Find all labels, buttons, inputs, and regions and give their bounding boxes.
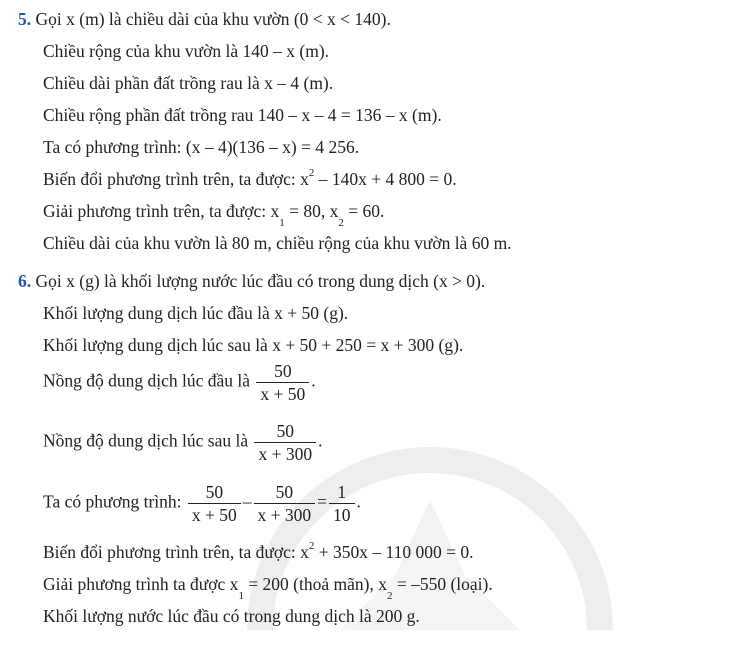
- problem5-solve-prefix: Giải phương trình trên, ta được: x: [43, 201, 280, 221]
- fraction: [256, 360, 309, 405]
- problem6-line-1: Khối lượng dung dịch lúc đầu là x + 50 (g).: [43, 303, 349, 323]
- problem6-transform-prefix: Biến đổi phương trình trên, ta được: x: [43, 542, 309, 562]
- problem6-conc-final: [43, 420, 322, 465]
- problem6-intro-text: Gọi x (g) là khối lượng nước lúc đầu có trong dung dịch (x > 0).: [35, 271, 486, 291]
- fraction: [329, 481, 355, 526]
- problem5-solve: [43, 200, 385, 229]
- problem6-solve-sub2: 2: [386, 589, 393, 602]
- fraction-denominator: x + 50: [260, 384, 306, 404]
- problem5-solve-sub1: 1: [279, 216, 285, 229]
- problem5-number: 5.: [18, 9, 32, 29]
- problem5-transform-prefix: Biến đổi phương trình trên, ta được: x: [43, 169, 309, 189]
- problem6-equation: [43, 481, 361, 526]
- fraction-numerator: 50: [256, 360, 309, 383]
- problem6-transform-exp: 2: [308, 540, 315, 553]
- fraction: [188, 481, 241, 526]
- fraction-numerator: 50: [254, 481, 316, 504]
- problem5-transform-suffix: – 140x + 4 800 = 0.: [314, 169, 457, 189]
- problem5-intro: [18, 8, 391, 30]
- fraction-denominator: x + 300: [257, 505, 312, 525]
- fraction: [254, 420, 316, 465]
- fraction-denominator: 10: [333, 505, 351, 525]
- fraction: [254, 481, 316, 526]
- problem6-solve-sub1: 1: [238, 589, 244, 602]
- problem6-solve-prefix: Giải phương trình ta được x: [43, 574, 239, 594]
- fraction-numerator: 1: [329, 481, 355, 504]
- problem6-intro: [18, 270, 485, 292]
- problem5-transform: [43, 168, 457, 190]
- period: .: [311, 370, 316, 391]
- problem5-line-1: Chiều rộng của khu vườn là 140 – x (m).: [43, 41, 330, 61]
- fraction-numerator: 50: [188, 481, 241, 504]
- minus-sign: –: [242, 491, 252, 512]
- problem6-equation-text: Ta có phương trình:: [43, 491, 182, 512]
- fraction-numerator: 50: [254, 420, 316, 443]
- fraction-denominator: x + 300: [258, 444, 313, 464]
- period: .: [356, 491, 361, 512]
- fraction-denominator: x + 50: [191, 505, 237, 525]
- problem5-solve-sub2: 2: [338, 216, 344, 229]
- problem5-solve-mid: = 80, x: [284, 201, 339, 221]
- problem5-line-4: Ta có phương trình: (x – 4)(136 – x) = 4 256.: [43, 137, 360, 157]
- problem5-line-2: Chiều dài phần đất trồng rau là x – 4 (m).: [43, 73, 334, 93]
- problem6-transform-suffix: + 350x – 110 000 = 0.: [314, 542, 474, 562]
- problem6-conc-final-text: Nồng độ dung dịch lúc sau là: [43, 430, 249, 451]
- problem6-solve-end: = –550 (loại).: [392, 574, 493, 594]
- problem6-number: 6.: [18, 271, 32, 291]
- problem6-conclusion: Khối lượng nước lúc đầu có trong dung dịch là 200 g.: [43, 606, 420, 626]
- equals-sign: =: [317, 491, 328, 512]
- problem6-transform: [43, 541, 474, 563]
- period: .: [318, 430, 323, 451]
- problem5-solve-end: = 60.: [343, 201, 385, 221]
- problem5-line-3: Chiều rộng phần đất trồng rau 140 – x – 4 = 136 – x (m).: [43, 105, 442, 125]
- problem6-line-2: Khối lượng dung dịch lúc sau là x + 50 + 250 = x + 300 (g).: [43, 335, 464, 355]
- problem6-solve-mid: = 200 (thoả mãn), x: [243, 574, 387, 594]
- problem5-intro-text: Gọi x (m) là chiều dài của khu vườn (0 < x < 140).: [35, 9, 391, 29]
- problem6-solve: [43, 573, 493, 602]
- problem5-transform-exp: 2: [308, 167, 315, 180]
- problem6-conc-initial-text: Nồng độ dung dịch lúc đầu là: [43, 370, 251, 391]
- problem5-conclusion: Chiều dài của khu vườn là 80 m, chiều rộng của khu vườn là 60 m.: [43, 233, 512, 253]
- problem6-conc-initial: [43, 360, 316, 405]
